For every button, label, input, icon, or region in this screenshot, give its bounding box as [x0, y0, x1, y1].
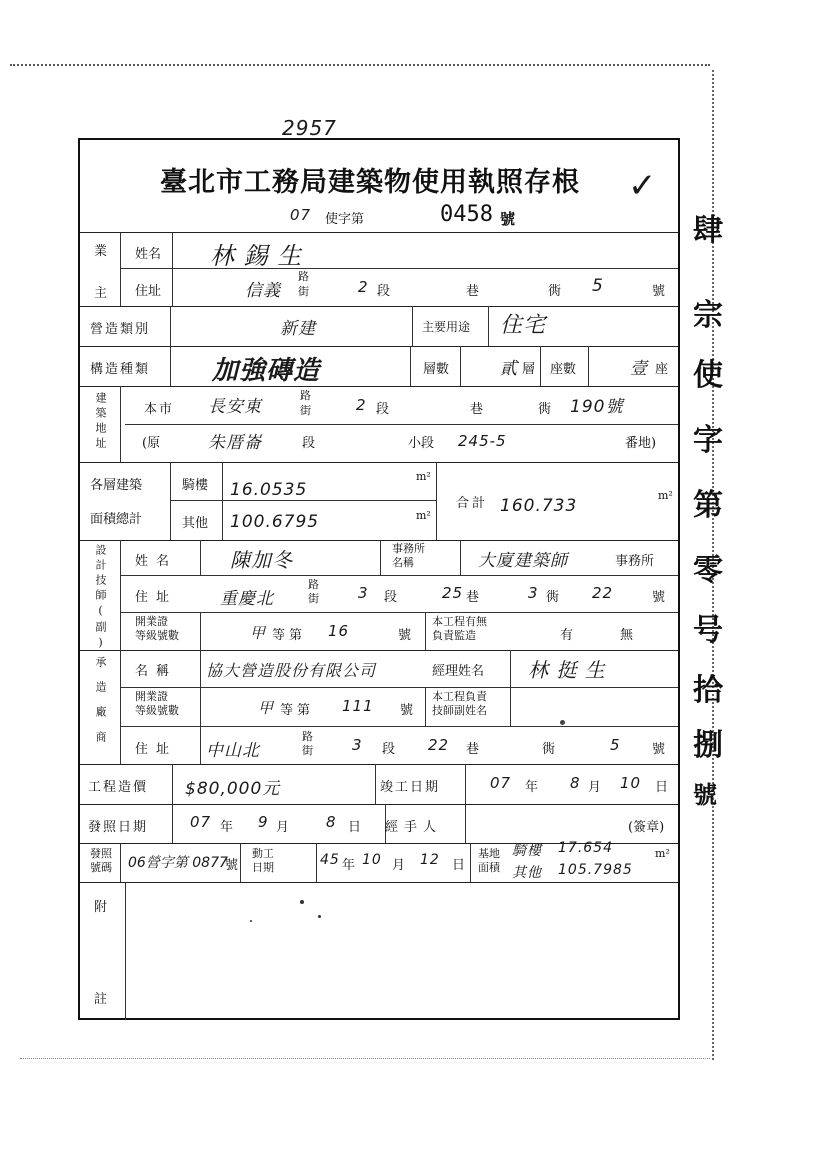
site-number: 190號: [570, 397, 624, 417]
start-day: 12: [420, 852, 440, 868]
designer-addr-road-bottom: 街: [308, 592, 319, 605]
site-section-label: 段: [376, 402, 390, 417]
contractor-addr-alley-label: 衖: [542, 742, 556, 757]
designer-addr-alley: 3: [528, 584, 539, 602]
owner-addr-street: 信義: [245, 281, 281, 301]
remarks-bottom: 註: [94, 992, 108, 1007]
scan-speck: [318, 915, 321, 918]
issue-year: 07: [190, 813, 212, 831]
base-label-top: 基地: [478, 847, 500, 860]
base-unit: m²: [655, 847, 670, 860]
done-month: 8: [570, 774, 581, 792]
permit-label-bottom: 號碼: [90, 861, 112, 874]
use-category-label: 營造類別: [90, 322, 151, 337]
designer-office-value: 大廈建築師: [478, 551, 568, 571]
license-form: [78, 138, 680, 1020]
start-year-label: 年: [342, 858, 356, 873]
start-month: 10: [362, 852, 382, 868]
contractor-cert-suffix: 號: [400, 703, 414, 718]
structure-floors-value: 貳: [500, 359, 518, 379]
contractor-addr-road: 中山北: [206, 741, 260, 761]
owner-addr-section: 2: [358, 278, 369, 296]
contractor-manager-value: 林 挺 生: [528, 658, 606, 682]
area-total-unit: m²: [658, 489, 673, 502]
structure-type-label: 構造種類: [90, 362, 151, 377]
issue-day: 8: [326, 813, 337, 831]
designer-addr-number: 22: [592, 584, 614, 602]
structure-blocks-label: 座數: [550, 362, 577, 377]
designer-cert-label-bottom: 等級號數: [135, 629, 179, 642]
designer-cert-grade: 甲: [250, 624, 267, 642]
scan-speck: [560, 720, 565, 725]
issue-month-label: 月: [276, 820, 290, 835]
designer-addr-alley-label: 衖: [546, 590, 560, 605]
site-label: 建築地址: [94, 392, 107, 452]
owner-name-value: 林 錫 生: [210, 242, 303, 270]
contractor-addr-section: 3: [352, 736, 363, 754]
done-day-label: 日: [655, 780, 669, 795]
license-mid: 使字第: [325, 212, 365, 227]
designer-addr-lane-label: 巷: [466, 590, 480, 605]
contractor-addr-lane-label: 巷: [466, 742, 480, 757]
site-road: 長安東: [208, 397, 262, 417]
designer-cert-label-top: 開業證: [135, 615, 168, 628]
area-total-value: 160.733: [500, 496, 578, 516]
area-total-label: 合計: [456, 496, 489, 511]
contractor-tech-label-bottom: 技師副姓名: [432, 704, 487, 717]
designer-supervise-no: 無: [620, 628, 634, 643]
side-char: 肆: [693, 213, 723, 248]
designer-addr-lane: 25: [442, 584, 464, 602]
contractor-cert-no: 111: [342, 697, 374, 715]
start-month-label: 月: [392, 858, 406, 873]
license-year: 07: [290, 206, 312, 224]
issue-label: 發照日期: [88, 820, 149, 835]
structure-type-value: 加強磚造: [212, 356, 321, 386]
contractor-addr-section-label: 段: [382, 742, 396, 757]
stamp-number: 2957: [282, 116, 337, 140]
owner-group-bottom: 主: [94, 286, 108, 301]
site-lot: 245-5: [458, 432, 507, 450]
owner-addr-label: 住址: [135, 284, 162, 299]
designer-addr-label: 住址: [135, 590, 178, 605]
contractor-addr-number-label: 號: [652, 742, 666, 757]
license-number: 0458: [440, 202, 493, 227]
base-ground-value: 17.654: [558, 840, 613, 856]
cost-value: $80,000元: [185, 779, 281, 799]
start-label-top: 動工: [252, 847, 274, 860]
site-lane-label: 巷: [470, 402, 484, 417]
remarks-top: 附: [94, 900, 108, 915]
owner-addr-alley-label: 衖: [548, 284, 562, 299]
contractor-addr-road-top: 路: [302, 730, 313, 743]
designer-addr-section: 3: [358, 584, 369, 602]
contractor-tech-label-top: 本工程負責: [432, 690, 487, 703]
owner-addr-road-top: 路: [298, 270, 309, 283]
issue-year-label: 年: [220, 820, 234, 835]
site-orig-area: 朱厝崙: [208, 433, 262, 453]
site-alley-label: 衖: [538, 402, 552, 417]
owner-group-top: 業: [94, 244, 108, 259]
scan-speck: [300, 900, 304, 904]
area-ground-unit: m²: [416, 470, 431, 483]
contractor-cert-label-top: 開業證: [135, 690, 168, 703]
designer-office-label-top: 事務所: [392, 542, 425, 555]
done-year-label: 年: [525, 780, 539, 795]
designer-label: 設計技師(副): [94, 544, 107, 653]
check-mark: ✓: [628, 166, 658, 206]
scan-top-edge: [10, 64, 710, 66]
contractor-cert-mid: 等第: [280, 703, 315, 718]
contractor-addr-label: 住址: [135, 742, 178, 757]
cost-label: 工程造價: [88, 780, 149, 795]
side-char: 拾: [693, 673, 723, 708]
permit-label-top: 發照: [90, 847, 112, 860]
use-purpose-value: 住宅: [500, 313, 547, 338]
area-ground-value: 16.0535: [230, 480, 308, 500]
scan-speck: [250, 920, 252, 922]
site-orig-section-label: 段: [302, 436, 316, 451]
site-small-section-label: 小段: [408, 436, 435, 451]
side-char: 宗: [693, 298, 723, 333]
site-city-label: 本市: [144, 402, 175, 417]
site-lot-label: 番地): [625, 436, 657, 451]
designer-supervise-label-top: 本工程有無: [432, 615, 487, 628]
start-label-bottom: 日期: [252, 861, 274, 874]
side-char: 捌: [693, 728, 723, 763]
start-day-label: 日: [452, 858, 466, 873]
area-label-bottom: 面積總計: [90, 512, 143, 527]
contractor-addr-number: 5: [610, 736, 621, 754]
side-char: 字: [693, 423, 723, 458]
structure-floors-unit: 層: [522, 362, 536, 377]
site-road-top: 路: [300, 389, 311, 402]
done-year: 07: [490, 774, 512, 792]
side-char: 零: [693, 553, 723, 588]
designer-cert-suffix: 號: [398, 628, 412, 643]
owner-addr-section-label: 段: [377, 284, 391, 299]
license-suffix: 號: [500, 210, 516, 228]
owner-addr-number-label: 號: [652, 284, 666, 299]
contractor-cert-label-bottom: 等級號數: [135, 704, 179, 717]
scan-bottom-edge: [20, 1058, 710, 1059]
designer-supervise-yes: 有: [560, 628, 574, 643]
contractor-name-value: 協大營造股份有限公司: [206, 661, 377, 680]
contractor-manager-label: 經理姓名: [432, 664, 485, 679]
owner-addr-lane-label: 巷: [466, 284, 480, 299]
issue-day-label: 日: [348, 820, 362, 835]
designer-cert-mid: 等第: [272, 628, 307, 643]
issue-month: 9: [258, 813, 269, 831]
area-label-top: 各層建築: [90, 478, 143, 493]
designer-addr-road-top: 路: [308, 578, 319, 591]
sign-label: (簽章): [628, 820, 665, 835]
contractor-addr-road-bottom: 街: [302, 744, 313, 757]
designer-cert-no: 16: [328, 622, 350, 640]
base-label-bottom: 面積: [478, 861, 500, 874]
side-char: 使: [693, 358, 723, 393]
side-char: 号: [693, 613, 723, 648]
site-road-bottom: 街: [300, 404, 311, 417]
use-category-value: 新建: [280, 319, 316, 339]
side-char: 第: [693, 488, 723, 523]
base-other-label: 其他: [512, 865, 542, 881]
designer-addr-section-label: 段: [384, 590, 398, 605]
site-section: 2: [356, 396, 367, 414]
done-month-label: 月: [588, 780, 602, 795]
done-day: 10: [620, 774, 642, 792]
permit-value: 06營字第 0877: [128, 855, 228, 871]
contractor-name-label: 名稱: [135, 664, 178, 679]
area-other-unit: m²: [416, 509, 431, 522]
owner-name-label: 姓名: [135, 247, 162, 262]
base-ground-label: 騎樓: [512, 843, 542, 859]
permit-value-suffix: 號: [225, 858, 239, 873]
designer-name-label: 姓名: [135, 554, 178, 569]
use-purpose-label: 主要用途: [422, 320, 471, 334]
contractor-cert-grade: 甲: [258, 699, 275, 717]
structure-blocks-value: 壹: [630, 359, 648, 379]
area-ground-label: 騎樓: [182, 478, 209, 493]
done-label: 竣工日期: [380, 780, 441, 795]
designer-addr-road: 重慶北: [220, 589, 274, 609]
site-orig-label: (原: [142, 436, 161, 451]
designer-office-label-bottom: 名稱: [392, 556, 414, 569]
contractor-label: 承造廠商: [94, 656, 107, 756]
structure-floors-label: 層數: [423, 362, 450, 377]
contractor-addr-lane: 22: [428, 736, 450, 754]
start-year: 45: [320, 852, 340, 868]
side-char: 號: [693, 780, 717, 809]
designer-name-value: 陳加冬: [230, 548, 293, 572]
designer-office-suffix: 事務所: [615, 554, 655, 569]
form-title: 臺北市工務局建築物使用執照存根: [160, 167, 580, 198]
handler-label: 經手人: [385, 820, 443, 835]
designer-addr-number-label: 號: [652, 590, 666, 605]
owner-addr-number: 5: [592, 276, 604, 296]
area-other-label: 其他: [182, 516, 209, 531]
structure-blocks-unit: 座: [655, 362, 669, 377]
base-other-value: 105.7985: [558, 862, 633, 878]
designer-supervise-label-bottom: 負責監造: [432, 629, 476, 642]
area-other-value: 100.6795: [230, 512, 320, 532]
owner-addr-road-bottom: 街: [298, 285, 309, 298]
